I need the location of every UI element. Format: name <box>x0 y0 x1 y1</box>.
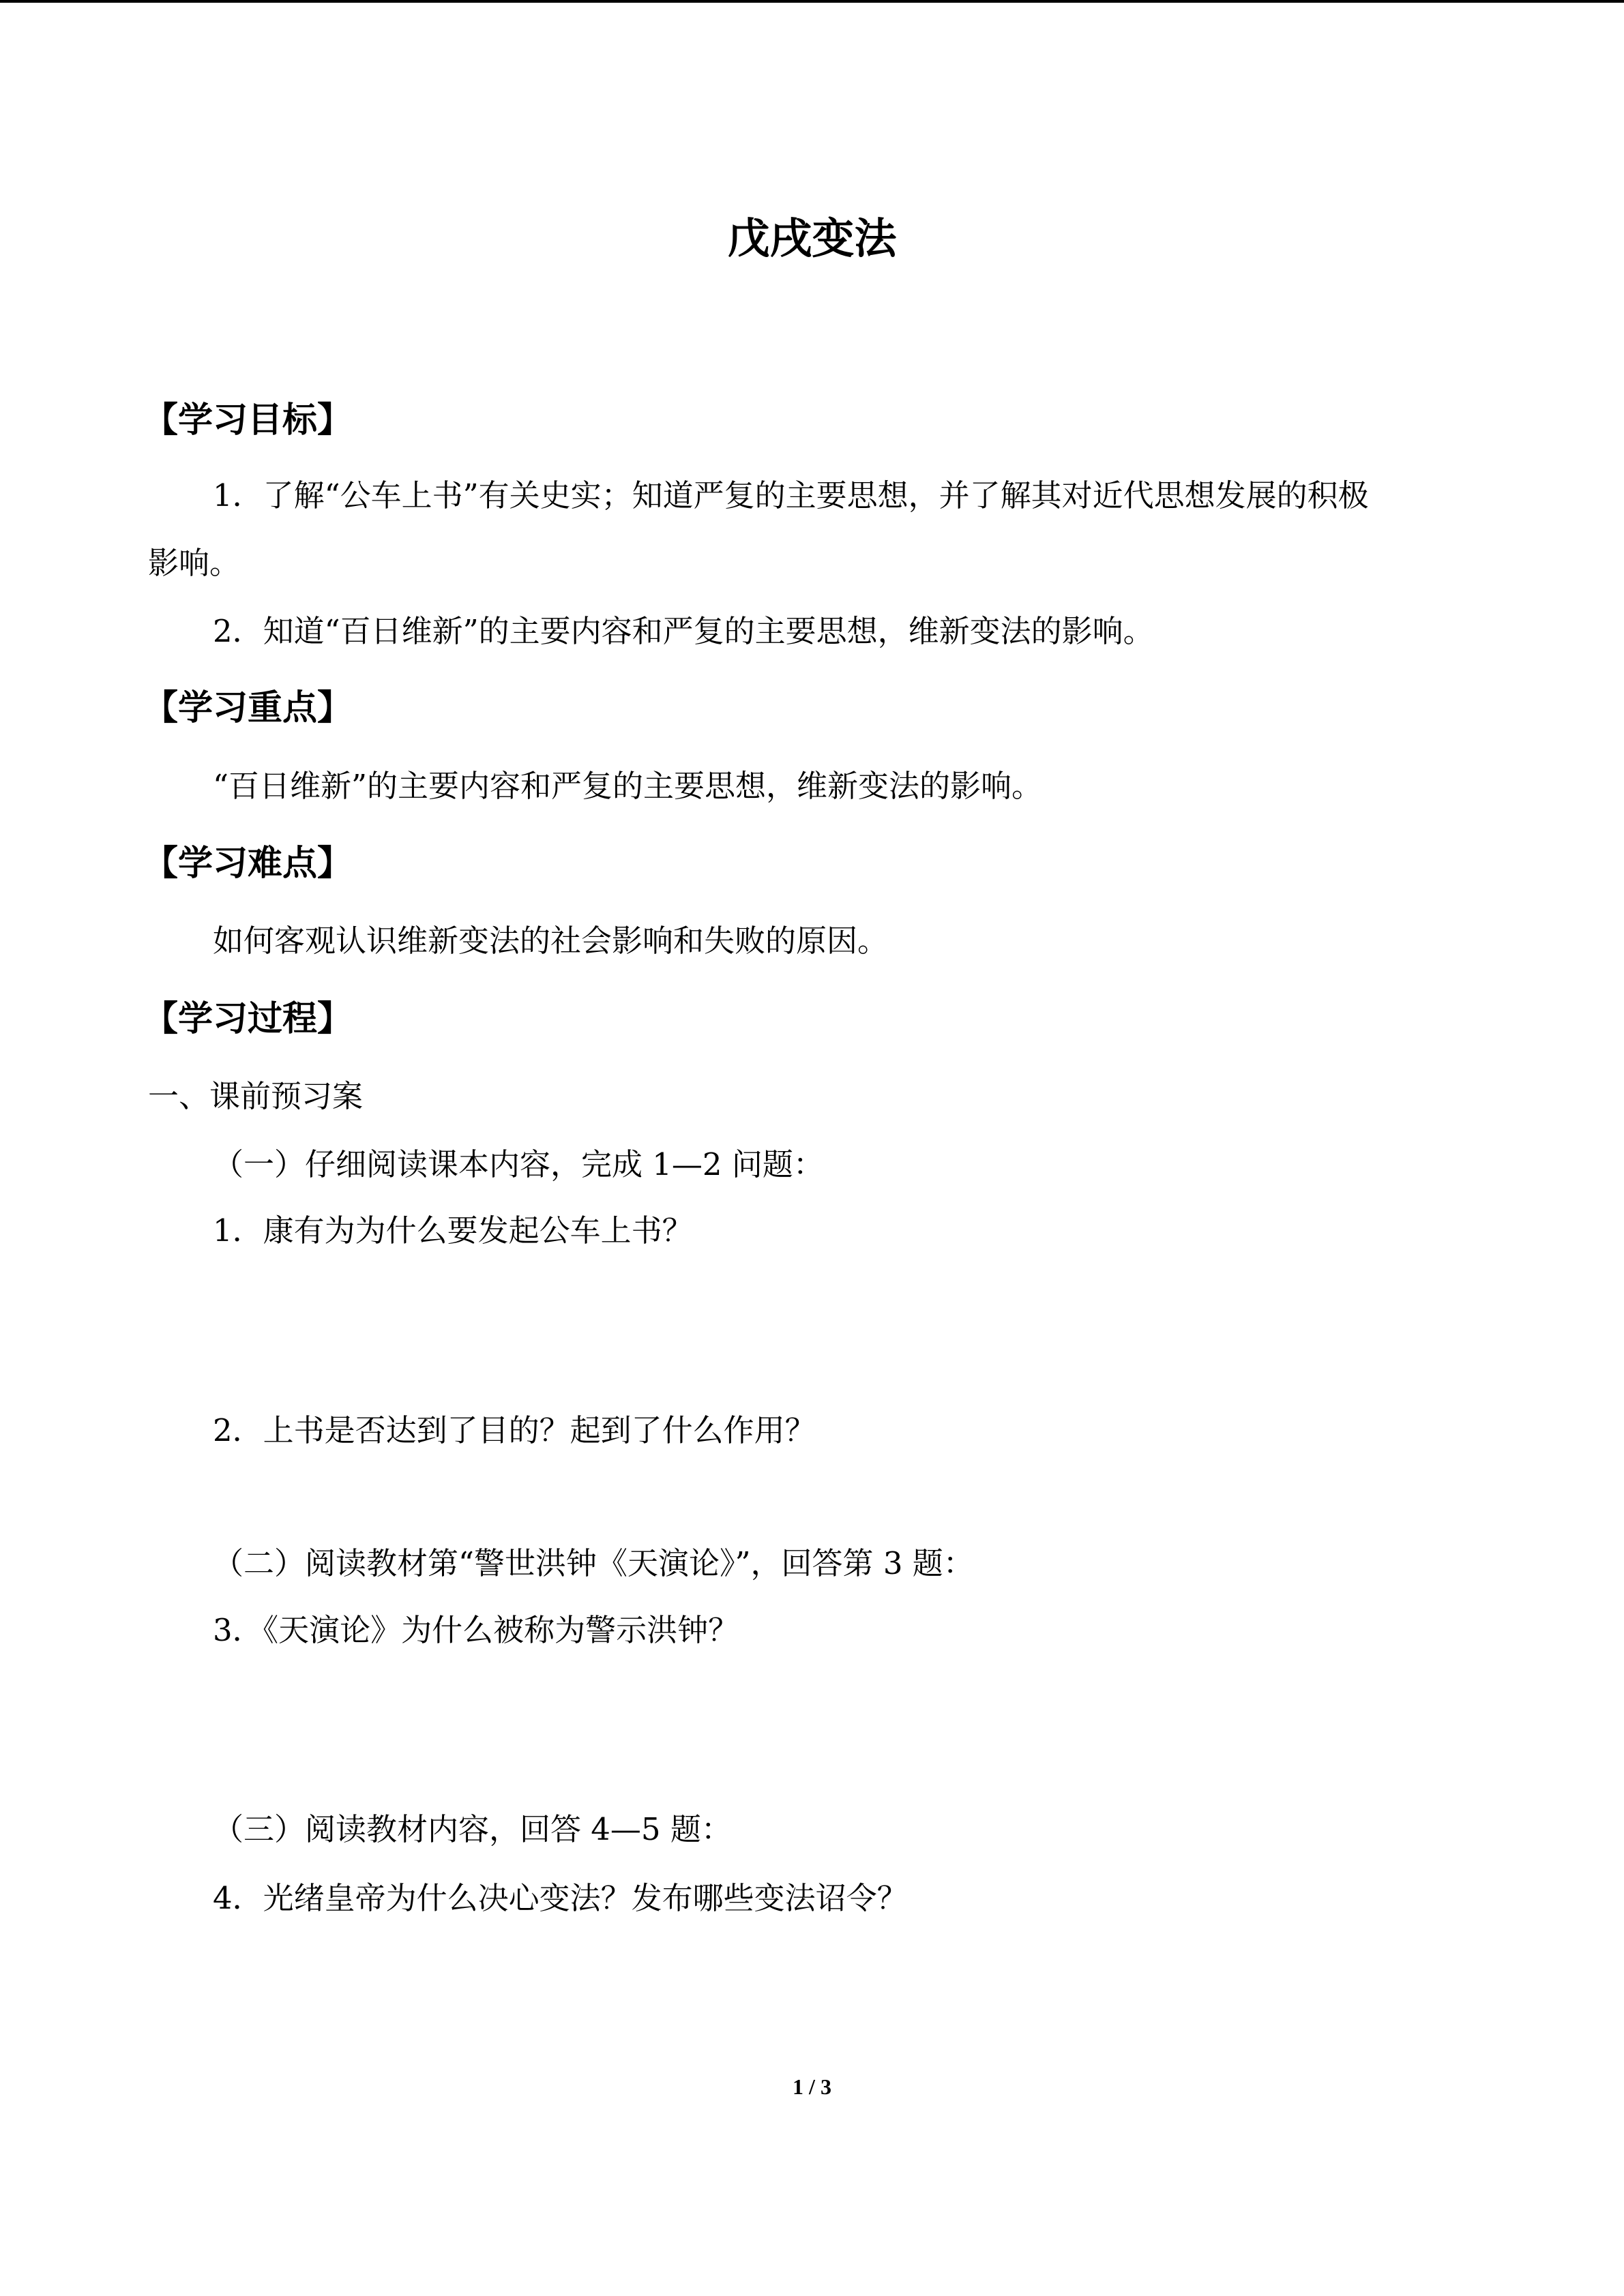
difficulties-text: 如何客观认识维新变法的社会影响和失败的原因。 <box>213 923 889 959</box>
sub-section-1: （一）仔细阅读课本内容，完成 1—2 问题： <box>213 1146 824 1182</box>
page-title: 戊戌变法 <box>727 213 897 263</box>
key-points-text: “百日维新”的主要内容和严复的主要思想，维新变法的影响。 <box>213 768 1043 804</box>
sub-section-2: （二）阅读教材第“警世洪钟《天演论》”，回答第 3 题： <box>213 1545 974 1581</box>
key-points-heading: 【学习重点】 <box>143 688 353 728</box>
page-number: 1 / 3 <box>793 2074 831 2099</box>
process-heading: 【学习过程】 <box>143 999 353 1039</box>
difficulties-heading: 【学习难点】 <box>143 844 353 884</box>
objective-item-1-line-1: 1．了解“公车上书”有关史实；知道严复的主要思想，并了解其对近代思想发展的积极 <box>213 477 1369 513</box>
objective-item-2: 2．知道“百日维新”的主要内容和严复的主要思想，维新变法的影响。 <box>213 613 1154 649</box>
objectives-heading: 【学习目标】 <box>143 400 353 441</box>
question-4: 4．光绪皇帝为什么决心变法？发布哪些变法诏令？ <box>213 1880 908 1916</box>
objective-item-1-line-2: 影响。 <box>148 545 241 581</box>
question-1: 1．康有为为什么要发起公车上书？ <box>213 1212 693 1249</box>
sub-section-3: （三）阅读教材内容，回答 4—5 题： <box>213 1811 732 1847</box>
part-1-heading: 一、课前预习案 <box>148 1078 364 1114</box>
top-border <box>0 0 1624 3</box>
question-2: 2．上书是否达到了目的？起到了什么作用？ <box>213 1412 816 1448</box>
question-3: 3．《天演论》为什么被称为警示洪钟？ <box>213 1612 739 1648</box>
